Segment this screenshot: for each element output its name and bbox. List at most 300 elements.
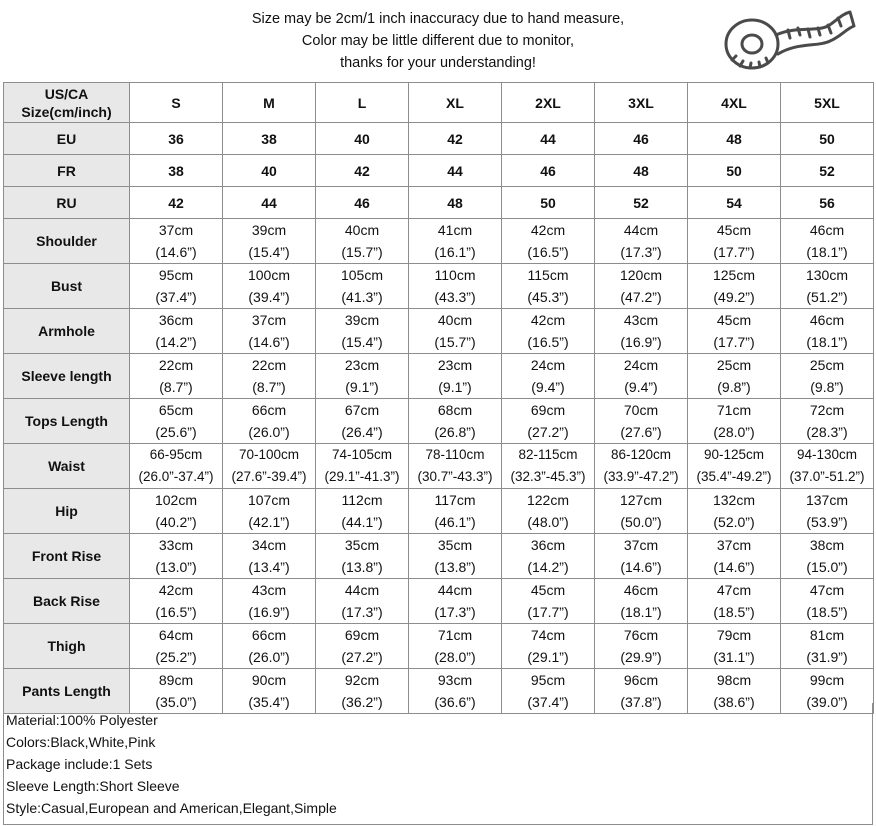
measurement-cell <box>781 444 874 489</box>
measurement-cell <box>409 624 502 669</box>
measurement-cell <box>223 309 316 354</box>
measurement-inch: (49.2”) <box>713 289 755 305</box>
measurement-row-armhole <box>4 309 874 354</box>
measurement-cell <box>130 399 223 444</box>
measurement-cm: 37cm <box>716 537 752 553</box>
measurement-cell <box>409 579 502 624</box>
measurement-cell <box>316 489 409 534</box>
measurement-inch: (27.2”) <box>527 424 569 440</box>
measurement-cm: 44cm <box>437 582 473 598</box>
size-value-cell: 50 <box>688 155 781 187</box>
measurement-inch: (15.4”) <box>248 244 290 260</box>
measurement-cell <box>781 264 874 309</box>
measurement-cm: 38cm <box>809 537 845 553</box>
measurement-inch: (31.1”) <box>713 649 755 665</box>
row-label: Front Rise <box>4 534 130 579</box>
header-label-cell <box>4 83 130 123</box>
measurement-inch: (18.5”) <box>713 604 755 620</box>
header-label-line: Size(cm/inch) <box>21 103 112 120</box>
measurement-cell <box>409 534 502 579</box>
measurement-cm: 66cm <box>251 627 287 643</box>
measurement-cell <box>130 534 223 579</box>
measurement-cm: 39cm <box>251 222 287 238</box>
measurement-cm: 74-105cm <box>331 447 393 462</box>
product-specs <box>6 709 866 819</box>
measurement-inch: (14.6”) <box>248 334 290 350</box>
measurement-cm: 70-100cm <box>238 447 300 462</box>
measurement-inch: (13.0”) <box>155 559 197 575</box>
measurement-cell <box>688 624 781 669</box>
measurement-cm: 112cm <box>341 492 383 508</box>
size-value-cell: 54 <box>688 187 781 219</box>
measurement-inch: (36.2”) <box>341 694 383 710</box>
measurement-row-front-rise <box>4 534 874 579</box>
measurement-cell <box>688 354 781 399</box>
measurement-inch: (53.9”) <box>806 514 848 530</box>
measurement-cell <box>130 219 223 264</box>
measurement-inch: (17.3”) <box>434 604 476 620</box>
measurement-cell <box>781 399 874 444</box>
measurement-cm: 36cm <box>530 537 566 553</box>
notice-line: Color may be little different due to monitor, <box>301 33 575 49</box>
size-value-cell: 44 <box>223 187 316 219</box>
measurement-cm: 94-130cm <box>796 447 858 462</box>
measurement-cm: 74cm <box>530 627 566 643</box>
measurement-inch: (32.3”-45.3”) <box>510 469 586 484</box>
measurement-cm: 65cm <box>158 402 194 418</box>
measurement-cell <box>409 489 502 534</box>
measurement-cell <box>502 399 595 444</box>
measurement-cell <box>688 534 781 579</box>
size-value-cell: 48 <box>595 155 688 187</box>
size-value-cell: 50 <box>781 123 874 155</box>
measurement-cell <box>781 624 874 669</box>
measurement-cm: 78-110cm <box>425 447 485 462</box>
size-value-cell: 46 <box>502 155 595 187</box>
measurement-cm: 45cm <box>716 222 752 238</box>
measurement-inch: (9.8”) <box>810 379 844 395</box>
measurement-cell <box>595 444 688 489</box>
size-header-cell: 2XL <box>502 83 595 123</box>
measurement-inch: (35.0”) <box>155 694 197 710</box>
measurement-cm: 43cm <box>623 312 659 328</box>
measurement-inch: (39.0”) <box>806 694 848 710</box>
measurement-cell <box>595 669 688 714</box>
size-value-cell: 42 <box>409 123 502 155</box>
measurement-cm: 44cm <box>344 582 380 598</box>
measurement-cell <box>781 489 874 534</box>
notice-header <box>0 0 876 82</box>
measurement-inch: (15.7”) <box>341 244 383 260</box>
measurement-cm: 82-115cm <box>518 447 578 462</box>
measurement-inch: (18.1”) <box>620 604 662 620</box>
size-row-eu <box>4 123 874 155</box>
size-value-cell: 38 <box>223 123 316 155</box>
measurement-cell <box>130 444 223 489</box>
measurement-cm: 24cm <box>530 357 566 373</box>
size-row-fr <box>4 155 874 187</box>
measurement-inch: (37.0”-51.2”) <box>789 469 865 484</box>
measurement-inch: (17.7”) <box>713 244 755 260</box>
size-value-cell: 44 <box>502 123 595 155</box>
measurement-inch: (37.4”) <box>155 289 197 305</box>
measurement-cell <box>595 624 688 669</box>
measurement-cm: 40cm <box>437 312 473 328</box>
measurement-inch: (28.3”) <box>806 424 848 440</box>
measurement-cell <box>502 534 595 579</box>
measurement-cm: 67cm <box>344 402 380 418</box>
measurement-cell <box>502 354 595 399</box>
measurement-cell <box>223 579 316 624</box>
measurement-cm: 35cm <box>344 537 380 553</box>
measurement-cell <box>316 534 409 579</box>
row-label: Hip <box>4 489 130 534</box>
header-label-line: US/CA <box>44 85 89 102</box>
measurement-cell <box>502 669 595 714</box>
measurement-inch: (35.4”) <box>248 694 290 710</box>
measurement-inch: (8.7”) <box>159 379 193 395</box>
measurement-cm: 33cm <box>158 537 194 553</box>
measurement-cm: 102cm <box>154 492 198 508</box>
measurement-cm: 23cm <box>344 357 380 373</box>
measurement-cell <box>223 669 316 714</box>
measurement-cell <box>130 264 223 309</box>
row-label: Tops Length <box>4 399 130 444</box>
measurement-cell <box>409 219 502 264</box>
measurement-inch: (16.9”) <box>248 604 290 620</box>
size-value-cell: 46 <box>316 187 409 219</box>
measurement-cell <box>781 354 874 399</box>
measurement-row-waist <box>4 444 874 489</box>
measurement-cm: 115cm <box>527 267 569 283</box>
measurement-cm: 86-120cm <box>610 447 672 462</box>
size-value-cell: 52 <box>595 187 688 219</box>
measurement-inch: (52.0”) <box>713 514 755 530</box>
measurement-cell <box>316 444 409 489</box>
size-value-cell: 48 <box>409 187 502 219</box>
row-label: Waist <box>4 444 130 489</box>
measurement-inch: (38.6”) <box>713 694 755 710</box>
measurement-inch: (14.6”) <box>620 559 662 575</box>
measuring-tape-icon <box>718 4 858 76</box>
measurement-inch: (46.1”) <box>434 514 476 530</box>
measurement-cell <box>316 219 409 264</box>
measurement-cell <box>316 624 409 669</box>
measurement-cell <box>316 264 409 309</box>
spec-package: Package include:1 Sets <box>6 756 153 772</box>
measurement-cell <box>223 534 316 579</box>
measurement-cm: 66-95cm <box>149 447 203 462</box>
measurement-cm: 69cm <box>344 627 380 643</box>
measurement-cell <box>688 579 781 624</box>
measurement-inch: (16.5”) <box>527 334 569 350</box>
size-value-cell: 46 <box>595 123 688 155</box>
measurement-inch: (30.7”-43.3”) <box>417 469 493 484</box>
measurement-cm: 34cm <box>251 537 287 553</box>
measurement-cm: 137cm <box>805 492 849 508</box>
measurement-cell <box>781 579 874 624</box>
measurement-cm: 71cm <box>716 402 752 418</box>
measurement-cm: 45cm <box>716 312 752 328</box>
measurement-inch: (41.3”) <box>341 289 383 305</box>
measurement-inch: (48.0”) <box>527 514 569 530</box>
measurement-inch: (25.2”) <box>155 649 197 665</box>
measurement-cell <box>688 669 781 714</box>
spec-sleeve-length: Sleeve Length:Short Sleeve <box>6 778 180 794</box>
measurement-inch: (18.5”) <box>806 604 848 620</box>
measurement-cell <box>316 309 409 354</box>
measurement-inch: (13.4”) <box>248 559 290 575</box>
measurement-cm: 90-125cm <box>703 447 765 462</box>
row-label: Shoulder <box>4 219 130 264</box>
measurement-cm: 40cm <box>344 222 380 238</box>
measurement-inch: (9.1”) <box>345 379 379 395</box>
measurement-row-pants-length <box>4 669 874 714</box>
measurement-inch: (33.9”-47.2”) <box>603 469 679 484</box>
size-row-ru <box>4 187 874 219</box>
measurement-inch: (15.7”) <box>434 334 476 350</box>
measurement-cm: 81cm <box>809 627 845 643</box>
measurement-cm: 37cm <box>251 312 287 328</box>
measurement-cell <box>409 309 502 354</box>
measurement-inch: (26.4”) <box>341 424 383 440</box>
measurement-inch: (14.2”) <box>155 334 197 350</box>
measurement-inch: (44.1”) <box>341 514 383 530</box>
measurement-cm: 42cm <box>530 222 566 238</box>
measurement-inch: (29.9”) <box>620 649 662 665</box>
measurement-row-hip <box>4 489 874 534</box>
measurement-cell <box>688 309 781 354</box>
measurement-inch: (47.2”) <box>620 289 662 305</box>
measurement-cell <box>688 489 781 534</box>
size-value-cell: 42 <box>316 155 409 187</box>
measurement-cm: 120cm <box>619 267 663 283</box>
measurement-cm: 132cm <box>712 492 756 508</box>
measurement-cm: 130cm <box>805 267 849 283</box>
measurement-inch: (31.9”) <box>806 649 848 665</box>
size-value-cell: 40 <box>316 123 409 155</box>
measurement-inch: (39.4”) <box>248 289 290 305</box>
measurement-cm: 37cm <box>623 537 659 553</box>
measurement-cm: 127cm <box>619 492 663 508</box>
measurement-cm: 93cm <box>437 672 473 688</box>
measurement-inch: (17.3”) <box>620 244 662 260</box>
measurement-cm: 79cm <box>716 627 752 643</box>
measurement-cm: 72cm <box>809 402 845 418</box>
measurement-cm: 69cm <box>530 402 566 418</box>
measurement-cm: 96cm <box>623 672 659 688</box>
size-header-cell: XL <box>409 83 502 123</box>
measurement-cell <box>223 624 316 669</box>
measurement-inch: (25.6”) <box>155 424 197 440</box>
measurement-cm: 99cm <box>809 672 845 688</box>
size-value-cell: 38 <box>130 155 223 187</box>
row-label: Pants Length <box>4 669 130 714</box>
measurement-cm: 100cm <box>247 267 291 283</box>
measurement-cm: 42cm <box>158 582 194 598</box>
measurement-cell <box>595 264 688 309</box>
measurement-cell <box>781 219 874 264</box>
measurement-cell <box>688 219 781 264</box>
measurement-cell <box>502 264 595 309</box>
frame-border <box>3 824 873 825</box>
notice-line: thanks for your understanding! <box>340 55 536 71</box>
measurement-inch: (16.1”) <box>434 244 476 260</box>
measurement-inch: (14.6”) <box>713 559 755 575</box>
frame-border <box>3 703 4 825</box>
measurement-inch: (27.6”-39.4”) <box>231 469 307 484</box>
measurement-inch: (14.2”) <box>527 559 569 575</box>
size-header-cell: M <box>223 83 316 123</box>
measurement-cm: 47cm <box>809 582 845 598</box>
measurement-cell <box>130 489 223 534</box>
measurement-cm: 70cm <box>623 402 659 418</box>
size-value-cell: 52 <box>781 155 874 187</box>
measurement-inch: (17.7”) <box>713 334 755 350</box>
measurement-inch: (16.9”) <box>620 334 662 350</box>
measurement-cm: 47cm <box>716 582 752 598</box>
measurement-inch: (27.2”) <box>341 649 383 665</box>
size-value-cell: 42 <box>130 187 223 219</box>
measurement-inch: (9.4”) <box>624 379 658 395</box>
measurement-cell <box>316 579 409 624</box>
measurement-cell <box>130 309 223 354</box>
measurement-cm: 46cm <box>623 582 659 598</box>
size-value-cell: 48 <box>688 123 781 155</box>
measurement-row-thigh <box>4 624 874 669</box>
size-header-row <box>4 83 874 123</box>
measurement-cell <box>688 444 781 489</box>
measurement-inch: (27.6”) <box>620 424 662 440</box>
size-value-cell: 56 <box>781 187 874 219</box>
measurement-inch: (9.4”) <box>531 379 565 395</box>
measurement-cell <box>595 489 688 534</box>
measurement-inch: (26.0”-37.4”) <box>138 469 214 484</box>
measurement-cm: 35cm <box>437 537 473 553</box>
region-rows <box>4 123 874 219</box>
measurement-row-bust <box>4 264 874 309</box>
measurement-cell <box>223 219 316 264</box>
measurement-cell <box>595 309 688 354</box>
measurement-cell <box>502 579 595 624</box>
notice-line: Size may be 2cm/1 inch inaccuracy due to hand measure, <box>251 11 625 27</box>
measurement-inch: (43.3”) <box>434 289 476 305</box>
row-label: Back Rise <box>4 579 130 624</box>
measurement-inch: (29.1”) <box>527 649 569 665</box>
measurement-inch: (26.0”) <box>248 424 290 440</box>
size-value-cell: 50 <box>502 187 595 219</box>
measurement-cell <box>130 624 223 669</box>
measurement-inch: (45.3”) <box>527 289 569 305</box>
measurement-cell <box>223 354 316 399</box>
row-label: Bust <box>4 264 130 309</box>
measurement-cell <box>316 669 409 714</box>
measurement-cm: 107cm <box>247 492 291 508</box>
measurement-inch: (37.8”) <box>620 694 662 710</box>
measurement-cm: 37cm <box>158 222 194 238</box>
size-table <box>3 82 874 714</box>
measurement-cell <box>595 219 688 264</box>
measurement-cell <box>409 399 502 444</box>
measurement-rows <box>4 219 874 714</box>
measurement-cell <box>502 219 595 264</box>
measurement-cell <box>409 444 502 489</box>
measurement-inch: (18.1”) <box>806 334 848 350</box>
measurement-cm: 41cm <box>437 222 473 238</box>
measurement-cell <box>502 444 595 489</box>
measurement-cm: 46cm <box>809 312 845 328</box>
measurement-inch: (51.2”) <box>806 289 848 305</box>
measurement-cell <box>223 444 316 489</box>
measurement-cell <box>223 489 316 534</box>
measurement-cm: 22cm <box>251 357 287 373</box>
measurement-cell <box>316 354 409 399</box>
measurement-cm: 36cm <box>158 312 194 328</box>
row-label: Thigh <box>4 624 130 669</box>
measurement-cm: 24cm <box>623 357 659 373</box>
spec-style: Style:Casual,European and American,Elegant,Simple <box>6 800 337 816</box>
measurement-cm: 23cm <box>437 357 473 373</box>
measurement-cell <box>595 399 688 444</box>
measurement-inch: (13.8”) <box>341 559 383 575</box>
row-label: FR <box>4 155 130 187</box>
measurement-cm: 95cm <box>158 267 194 283</box>
measurement-inch: (42.1”) <box>248 514 290 530</box>
measurement-cell <box>502 489 595 534</box>
measurement-cell <box>688 264 781 309</box>
measurement-row-tops-length <box>4 399 874 444</box>
measurement-inch: (16.5”) <box>155 604 197 620</box>
measurement-cm: 46cm <box>809 222 845 238</box>
measurement-cm: 95cm <box>530 672 566 688</box>
measurement-inch: (9.1”) <box>438 379 472 395</box>
measurement-cm: 64cm <box>158 627 194 643</box>
row-label: Armhole <box>4 309 130 354</box>
measurement-cell <box>781 534 874 579</box>
measurement-cell <box>316 399 409 444</box>
measurement-cm: 110cm <box>434 267 476 283</box>
measurement-row-shoulder <box>4 219 874 264</box>
measurement-cm: 25cm <box>716 357 752 373</box>
measurement-cm: 43cm <box>251 582 287 598</box>
measurement-cell <box>595 354 688 399</box>
measurement-cm: 66cm <box>251 402 287 418</box>
measurement-cm: 39cm <box>344 312 380 328</box>
spec-colors: Colors:Black,White,Pink <box>6 734 156 750</box>
measurement-inch: (29.1”-41.3”) <box>324 469 400 484</box>
measurement-cm: 44cm <box>623 222 659 238</box>
measurement-cm: 22cm <box>158 357 194 373</box>
size-value-cell: 36 <box>130 123 223 155</box>
measurement-inch: (14.6”) <box>155 244 197 260</box>
measurement-cell <box>502 624 595 669</box>
measurement-inch: (37.4”) <box>527 694 569 710</box>
size-header-cell: L <box>316 83 409 123</box>
size-header-cell: 4XL <box>688 83 781 123</box>
measurement-inch: (18.1”) <box>806 244 848 260</box>
size-value-cell: 40 <box>223 155 316 187</box>
measurement-cm: 122cm <box>526 492 570 508</box>
row-label: Sleeve length <box>4 354 130 399</box>
measurement-cm: 105cm <box>340 267 384 283</box>
measurement-inch: (35.4”-49.2”) <box>696 469 772 484</box>
row-label: EU <box>4 123 130 155</box>
measurement-cell <box>130 354 223 399</box>
measurement-cell <box>223 264 316 309</box>
size-header-cell: 5XL <box>781 83 874 123</box>
measurement-cell <box>688 399 781 444</box>
measurement-inch: (50.0”) <box>620 514 662 530</box>
